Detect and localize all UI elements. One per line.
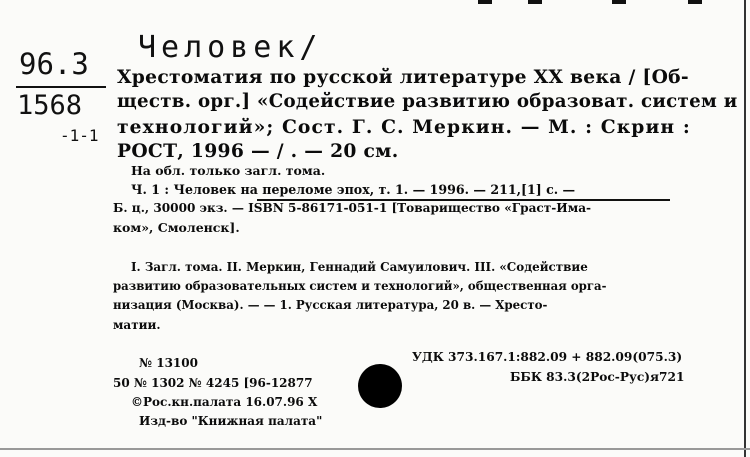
title-line-2: ществ. орг.] «Содействие развитию образоват. систем и — [117, 91, 738, 112]
shelf-mark-underline — [16, 86, 106, 88]
footer-copyright: ©Рос.кн.палата 16.07.96 Х — [131, 395, 318, 409]
top-edge-mark — [478, 0, 492, 4]
scan-edge — [744, 0, 746, 457]
cover-note: На обл. только загл. тома. — [131, 163, 326, 178]
tracings-line-4: матии. — [113, 318, 161, 332]
footer-bbk: ББК 83.3(2Рос-Рус)я721 — [510, 370, 685, 384]
footer-order-line: 50 № 1302 № 4245 [96-12877 — [113, 376, 313, 390]
scan-edge — [0, 448, 750, 450]
tracings-line-2: развитию образовательных систем и технологий», общественная орга- — [113, 279, 607, 293]
handwritten-shelf-mark-top: 96.3 — [19, 47, 89, 81]
title-line-1: Хрестоматия по русской литературе XX века / [Об- — [117, 66, 689, 88]
title-line-3: технологий»; Сост. Г. С. Меркин. — М. : Скрин : — [117, 116, 691, 138]
tracings-line-1: I. Загл. тома. II. Меркин, Геннадий Самуилович. III. «Содействие — [131, 260, 588, 274]
top-edge-mark — [612, 0, 626, 4]
part-line-2: Б. ц., 30000 экз. — ISBN 5-86171-051-1 [Товарищество «Граст-Има- — [113, 201, 592, 215]
handwritten-heading: Человек/ — [138, 30, 323, 65]
top-edge-mark — [528, 0, 542, 4]
ink-blot — [358, 364, 402, 408]
part-line-3: ком», Смоленск]. — [113, 220, 240, 235]
part-line-1: Ч. 1 : Человек на переломе эпох, т. 1. — 1996. — 211,[1] с. — — [131, 182, 576, 197]
top-edge-mark — [688, 0, 702, 4]
footer-number: № 13100 — [139, 356, 198, 370]
handwritten-shelf-mark-bottom: 1568 — [17, 90, 83, 121]
footer-publisher: Изд-во "Книжная палата" — [139, 414, 323, 428]
title-line-4: РОСТ, 1996 — / . — 20 см. — [117, 140, 399, 162]
handwritten-volume-mark: -1-1 — [60, 126, 99, 145]
footer-udk: УДК 373.167.1:882.09 + 882.09(075.3) — [412, 350, 683, 364]
tracings-line-3: низация (Москва). — — 1. Русская литература, 20 в. — Хресто- — [113, 298, 548, 312]
